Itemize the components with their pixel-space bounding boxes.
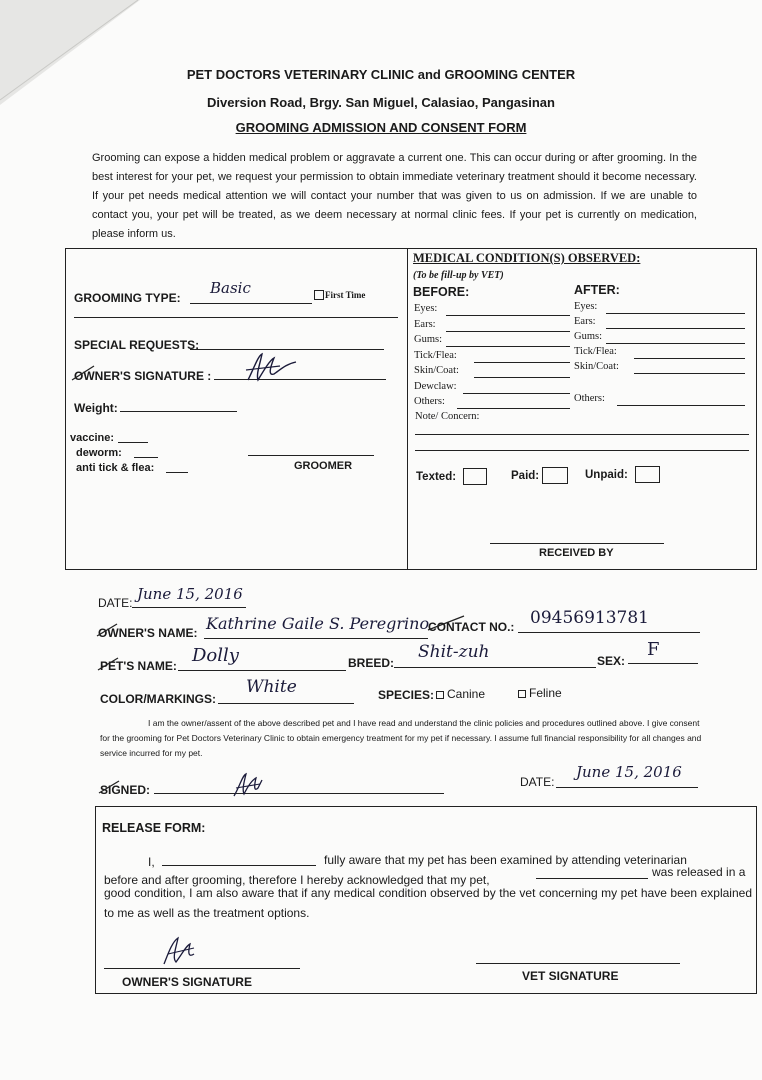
texted-checkbox[interactable]: [463, 468, 487, 485]
strike-mark: [426, 612, 466, 634]
before-item-field[interactable]: [446, 315, 570, 316]
clinic-name: PET DOCTORS VETERINARY CLINIC and GROOMING CENTER: [186, 67, 576, 82]
before-item-label: Gums:: [414, 334, 443, 345]
date2-label: DATE:: [520, 775, 555, 789]
pet-name-field[interactable]: [178, 670, 346, 671]
release-owner-signature-field[interactable]: [104, 968, 300, 969]
sex-field[interactable]: [628, 663, 698, 664]
before-item-field[interactable]: [457, 408, 570, 409]
anti-tick-label: anti tick & flea:: [76, 462, 155, 474]
date2-value: June 15, 2016: [576, 763, 682, 781]
first-time-label: First Time: [325, 290, 366, 300]
received-by-field[interactable]: [490, 543, 664, 544]
breed-value: Shit-zuh: [418, 642, 490, 662]
vaccine-field[interactable]: [118, 442, 148, 443]
release-text-before-after: before and after grooming, therefore I hereby acknowledged that my pet,: [104, 873, 490, 887]
after-item-field[interactable]: [606, 313, 745, 314]
release-text-released: was released in a: [652, 865, 746, 879]
release-title: RELEASE FORM:: [102, 821, 206, 835]
pet-name-value: Dolly: [192, 645, 239, 666]
before-item-field[interactable]: [474, 362, 570, 363]
medical-subtitle: (To be fill-up by VET): [413, 270, 504, 281]
contact-field[interactable]: [518, 632, 700, 633]
contact-value: 09456913781: [530, 608, 649, 628]
after-item-label: Skin/Coat:: [574, 361, 619, 372]
special-requests-label: SPECIAL REQUESTS:: [74, 338, 200, 352]
owner-name-label: OWNER'S NAME:: [98, 626, 198, 640]
species-feline-checkbox[interactable]: [518, 690, 526, 698]
form-title: GROOMING ADMISSION AND CONSENT FORM: [235, 120, 527, 135]
release-pet-field[interactable]: [536, 878, 648, 879]
deworm-field[interactable]: [134, 457, 158, 458]
clinic-address: Diversion Road, Brgy. San Miguel, Calasiao, Pangasinan: [207, 95, 555, 110]
strike-mark: [97, 777, 121, 797]
species-label: SPECIES:: [378, 688, 435, 702]
weight-field[interactable]: [120, 411, 237, 412]
grooming-type-label: GROOMING TYPE:: [74, 291, 181, 305]
sex-value: F: [647, 639, 660, 660]
release-owner-signature-scribble: [158, 934, 202, 968]
color-label: COLOR/MARKINGS:: [100, 692, 216, 706]
weight-label: Weight:: [74, 401, 118, 415]
release-owner-signature-label: OWNER'S SIGNATURE: [122, 975, 252, 989]
color-field[interactable]: [218, 703, 354, 704]
after-item-field[interactable]: [606, 343, 745, 344]
species-canine-checkbox[interactable]: [436, 691, 444, 699]
anti-tick-field[interactable]: [166, 472, 188, 473]
first-time-checkbox[interactable]: [314, 290, 324, 300]
vaccine-label: vaccine:: [70, 432, 115, 444]
unpaid-checkbox[interactable]: [635, 466, 660, 483]
intro-text: Grooming can expose a hidden medical problem or aggravate a current one. This can occur during or after grooming. In the best interest for your pet, we request your permission to obtain immediate veterinary treatment should it become necessary. If your pet needs medical attention we will contact your number that was given to us on admission. If we are unable to contact you, your pet will be treated, as we deem necessary at normal clinic fees. If your pet is currently on medication, please inform us.: [92, 152, 697, 240]
after-item-field[interactable]: [634, 358, 745, 359]
release-text-aware: fully aware that my pet has been examined by attending veterinarian: [324, 853, 687, 867]
signed-signature-scribble: [228, 770, 268, 800]
grooming-type-extra-line[interactable]: [74, 317, 398, 318]
after-item-label: Eyes:: [574, 301, 598, 312]
strike-mark: [96, 654, 120, 674]
before-item-label: Others:: [414, 396, 445, 407]
release-text-i: I,: [148, 855, 155, 869]
texted-label: Texted:: [416, 471, 457, 483]
grooming-type-field[interactable]: [190, 303, 312, 304]
breed-field[interactable]: [394, 667, 596, 668]
note-line-1[interactable]: [415, 434, 749, 435]
sex-label: SEX:: [597, 654, 626, 668]
signed-label: SIGNED:: [100, 783, 151, 797]
release-name-field[interactable]: [162, 865, 316, 866]
strike-mark: [70, 362, 96, 384]
pet-name-label: PET'S NAME:: [100, 659, 177, 673]
vet-signature-label: VET SIGNATURE: [522, 969, 619, 983]
groomer-signature-field[interactable]: [248, 455, 374, 456]
date-value: June 15, 2016: [137, 585, 243, 603]
date2-field[interactable]: [556, 787, 698, 788]
owner-signature-label: OWNER'S SIGNATURE :: [74, 369, 212, 383]
strike-mark: [95, 620, 119, 640]
after-label: AFTER:: [574, 283, 620, 297]
before-item-label: Skin/Coat:: [414, 365, 459, 376]
medical-title: MEDICAL CONDITION(S) OBSERVED:: [413, 251, 641, 265]
consent-text: I am the owner/assent of the above described pet and I have read and understand the clinic policies and procedures outlined above. I give consent for the grooming for Pet Doctors Veterinary Clinic to obtain emergency treatment for my pet if necessary. I assume full financial responsibility for all changes and service incurred for my pet.: [100, 718, 702, 758]
paid-checkbox[interactable]: [542, 467, 568, 484]
owner-name-value: Kathrine Gaile S. Peregrino: [206, 614, 430, 633]
grooming-type-value: Basic: [210, 279, 251, 297]
page-corner-fold: [0, 0, 140, 110]
signed-field[interactable]: [154, 793, 444, 794]
after-item-field[interactable]: [606, 328, 745, 329]
date-field[interactable]: [132, 607, 246, 608]
groomer-label: GROOMER: [294, 460, 353, 472]
species-canine-label: Canine: [447, 687, 486, 701]
before-label: BEFORE:: [413, 285, 470, 299]
note-label: Note/ Concern:: [415, 411, 480, 422]
before-item-field[interactable]: [474, 377, 570, 378]
owner-name-field[interactable]: [204, 638, 428, 639]
before-item-label: Dewclaw:: [414, 380, 457, 392]
after-item-label: Tick/Flea:: [574, 346, 617, 357]
breed-label: BREED:: [348, 656, 395, 670]
after-item-field[interactable]: [634, 373, 745, 374]
unpaid-label: Unpaid:: [585, 469, 628, 481]
before-item-field[interactable]: [463, 393, 570, 394]
date-label: DATE:: [98, 596, 133, 610]
received-by-label: RECEIVED BY: [539, 547, 614, 559]
contact-label: CONTACT NO.:: [428, 620, 515, 634]
after-item-label: Gums:: [574, 331, 603, 342]
before-item-field[interactable]: [446, 331, 570, 332]
note-line-2[interactable]: [415, 450, 749, 451]
vet-signature-field[interactable]: [476, 963, 680, 964]
after-item-field[interactable]: [617, 405, 745, 406]
owner-signature-scribble: [240, 350, 300, 386]
before-item-label: Ears:: [414, 318, 436, 330]
color-value: White: [246, 677, 297, 697]
before-item-label: Eyes:: [414, 303, 438, 314]
deworm-label: deworm:: [76, 447, 122, 459]
species-feline-label: Feline: [529, 686, 562, 700]
after-item-label: Others:: [574, 393, 605, 404]
after-item-label: Ears:: [574, 316, 596, 327]
paid-label: Paid:: [511, 470, 540, 482]
release-text-condition: good condition, I am also aware that if any medical condition observed by the vet concerning my pet have been explained to me as well as the treatment options.: [104, 886, 752, 920]
before-item-field[interactable]: [446, 346, 570, 347]
box-divider: [407, 248, 408, 570]
before-item-label: Tick/Flea:: [414, 349, 457, 361]
